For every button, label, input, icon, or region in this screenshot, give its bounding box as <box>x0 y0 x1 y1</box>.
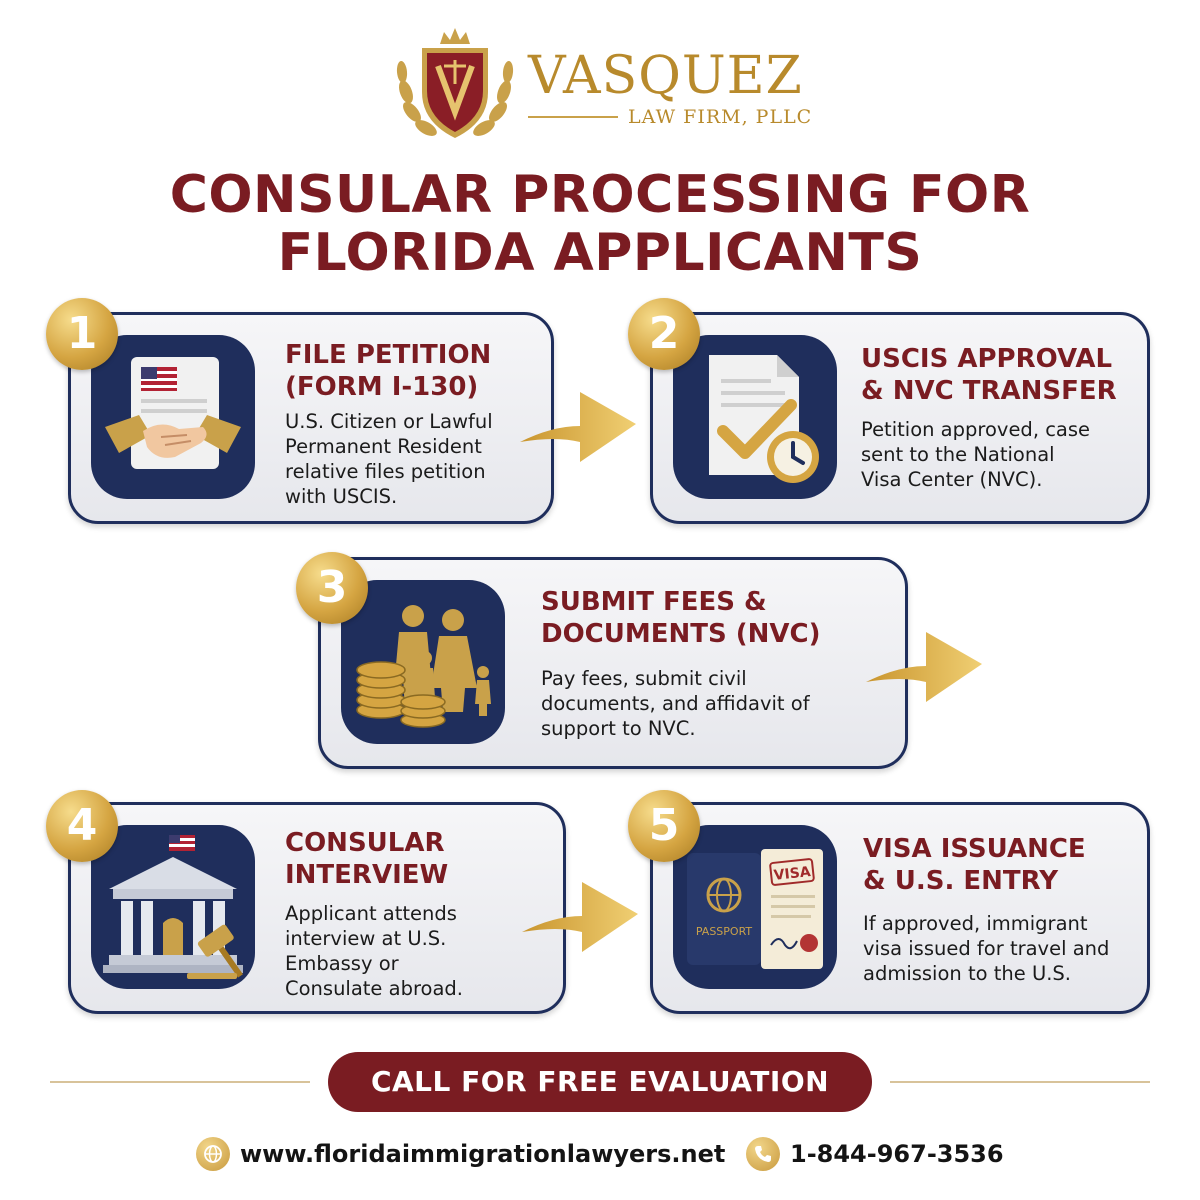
step-desc-line: Applicant attends <box>285 902 457 925</box>
step-title <box>285 827 545 891</box>
logo-wordmark <box>528 48 828 128</box>
step-title-line-1: USCIS APPROVAL <box>861 344 1113 374</box>
cta-divider-right <box>890 1081 1150 1083</box>
cta-divider-left <box>50 1081 310 1083</box>
step-description <box>863 911 1148 986</box>
step-description <box>541 666 891 741</box>
visa-label: VISA <box>772 864 812 884</box>
website-link[interactable]: www.floridaimmigrationlawyers.net <box>240 1140 726 1168</box>
step-desc-line: Consulate abroad. <box>285 977 464 1000</box>
step-title-line-1: VISA ISSUANCE <box>863 834 1086 864</box>
step-icon-box <box>673 825 837 989</box>
embassy-gavel-icon <box>91 825 255 989</box>
step-desc-line: Embassy or <box>285 952 399 975</box>
step-desc-line: support to NVC. <box>541 717 696 740</box>
step-desc-line: relative files petition <box>285 460 486 483</box>
phone-icon <box>746 1137 780 1171</box>
step-icon-box <box>91 335 255 499</box>
step-icon-box <box>341 580 505 744</box>
step-title-line-2: & U.S. ENTRY <box>863 866 1059 896</box>
step-title <box>541 586 881 650</box>
step-card-5 <box>650 802 1150 1014</box>
phone-number[interactable]: 1-844-967-3536 <box>790 1140 1004 1168</box>
website-contact[interactable] <box>196 1134 725 1174</box>
step-desc-line: Permanent Resident <box>285 435 482 458</box>
step-title <box>285 339 545 403</box>
step-desc-line: documents, and affidavit of <box>541 692 810 715</box>
title-line-1: CONSULAR PROCESSING FOR <box>169 165 1031 225</box>
logo-subtitle-row <box>528 106 828 128</box>
step-title-line-1: CONSULAR <box>285 828 445 858</box>
step-number-badge-3: 3 <box>296 552 368 624</box>
arrow-right-icon <box>862 612 986 708</box>
call-for-free-evaluation-button[interactable]: CALL FOR FREE EVALUATION <box>328 1052 872 1112</box>
step-title-line-2: DOCUMENTS (NVC) <box>541 619 821 649</box>
step-title <box>863 833 1143 897</box>
step-card-3 <box>318 557 908 769</box>
step-number-badge-2: 2 <box>628 298 700 370</box>
step-icon-box <box>91 825 255 989</box>
step-desc-line: admission to the U.S. <box>863 962 1071 985</box>
step-title <box>861 343 1143 407</box>
step-desc-line: with USCIS. <box>285 485 398 508</box>
step-desc-line: Petition approved, case <box>861 418 1091 441</box>
logo-emblem <box>388 22 522 150</box>
handshake-document-icon <box>91 335 255 499</box>
page-title <box>0 166 1200 282</box>
globe-icon <box>196 1137 230 1171</box>
step-card-2 <box>650 312 1150 524</box>
step-desc-line: Visa Center (NVC). <box>861 468 1043 491</box>
step-title-line-2: (FORM I-130) <box>285 372 479 402</box>
logo-rule <box>528 116 618 118</box>
step-description <box>285 409 549 509</box>
step-desc-line: interview at U.S. <box>285 927 447 950</box>
step-number-badge-4: 4 <box>46 790 118 862</box>
step-desc-line: If approved, immigrant <box>863 912 1088 935</box>
passport-label: PASSPORT <box>695 925 753 938</box>
title-line-2: FLORIDA APPLICANTS <box>277 223 923 283</box>
shield-crest-icon <box>388 22 522 150</box>
arrow-right-icon <box>518 862 642 958</box>
phone-contact[interactable] <box>746 1134 1004 1174</box>
coins-family-icon <box>341 580 505 744</box>
step-description <box>861 417 1143 492</box>
step-desc-line: sent to the National <box>861 443 1055 466</box>
step-icon-box <box>673 335 837 499</box>
passport-visa-icon <box>673 825 837 989</box>
step-title-line-1: FILE PETITION <box>285 340 492 370</box>
step-desc-line: Pay fees, submit civil <box>541 667 747 690</box>
arrow-right-icon <box>516 372 640 468</box>
step-card-4 <box>68 802 566 1014</box>
step-title-line-2: INTERVIEW <box>285 860 449 890</box>
step-number-badge-1: 1 <box>46 298 118 370</box>
logo-name: VASQUEZ <box>528 46 803 106</box>
step-description <box>285 901 555 1001</box>
logo-subtitle: LAW FIRM, PLLC <box>628 106 813 128</box>
step-card-1 <box>68 312 554 524</box>
approved-document-clock-icon <box>673 335 837 499</box>
step-desc-line: visa issued for travel and <box>863 937 1110 960</box>
step-number-badge-5: 5 <box>628 790 700 862</box>
step-title-line-1: SUBMIT FEES & <box>541 587 767 617</box>
step-title-line-2: & NVC TRANSFER <box>861 376 1117 406</box>
step-desc-line: U.S. Citizen or Lawful <box>285 410 493 433</box>
